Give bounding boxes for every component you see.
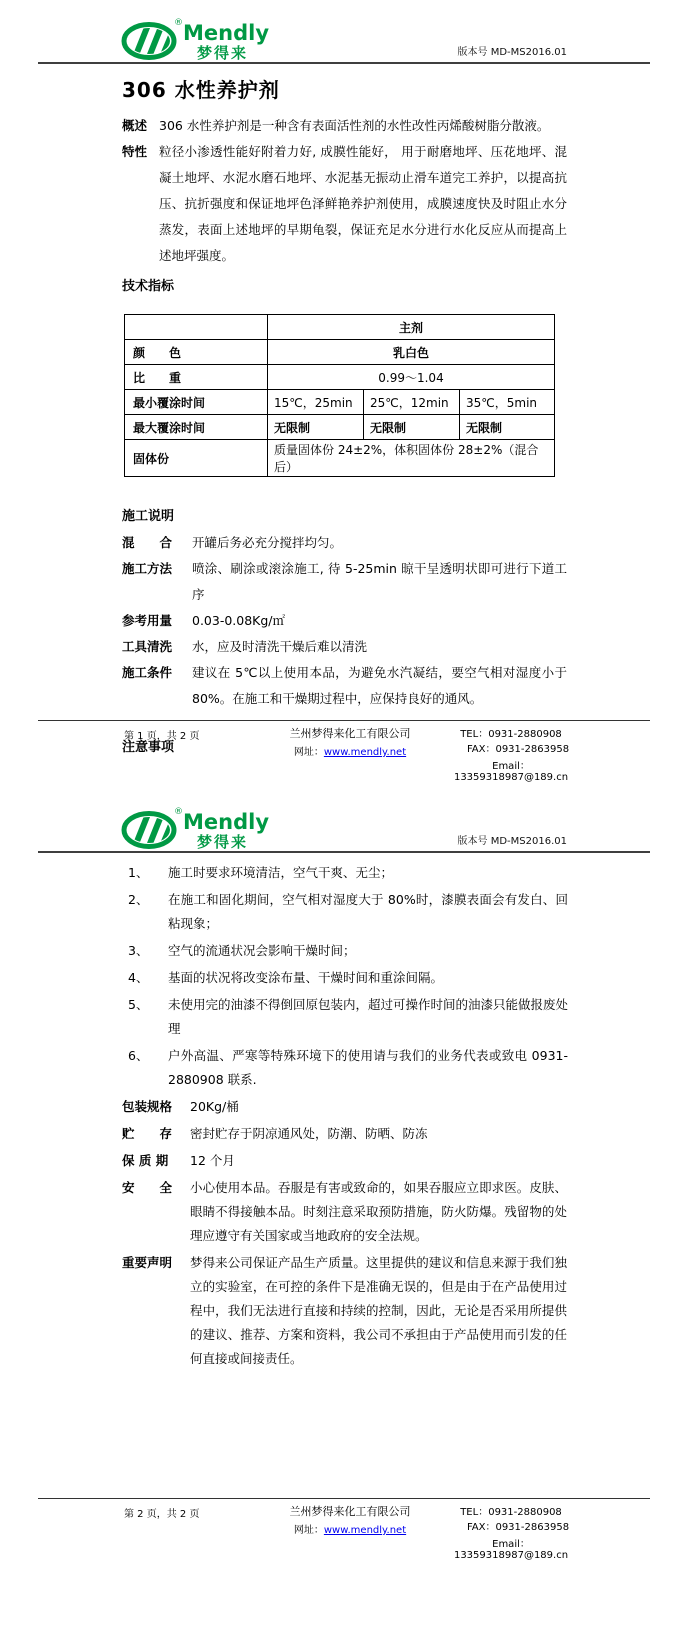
tel-number: TEL：0931-2880908 xyxy=(460,1507,562,1518)
table-cell-value: 无限制 xyxy=(364,415,460,440)
table-cell-value: 无限制 xyxy=(268,415,364,440)
features-row xyxy=(122,139,567,269)
overview-row xyxy=(122,113,567,139)
note-text: 未使用完的油漆不得倒回原包装内，超过可操作时间的油漆只能做报废处理 xyxy=(168,997,569,1036)
note-text: 在施工和固化期间，空气相对湿度大于 80%时，漆膜表面会有发白、回粘现象； xyxy=(168,892,568,931)
table-col-header: 主剂 xyxy=(268,315,555,340)
email-address: 13359318987@189.cn xyxy=(453,772,569,783)
website-label: 网址： xyxy=(293,747,324,758)
construction-item xyxy=(122,608,567,634)
note-number: 6、 xyxy=(128,1048,149,1063)
spec-text: 12 个月 xyxy=(190,1153,235,1168)
registered-mark: ® xyxy=(174,807,183,817)
document-page-2 xyxy=(0,789,687,1638)
spec-row xyxy=(122,1095,567,1119)
construction-item-label: 参考用量 xyxy=(122,613,173,628)
table-cell-label: 最小覆涂时间 xyxy=(125,390,268,415)
table-cell-value: 25℃，12min xyxy=(364,390,460,415)
note-item xyxy=(128,993,568,1041)
email-label: Email： xyxy=(492,761,530,772)
note-item xyxy=(128,966,568,990)
table-row xyxy=(125,365,555,390)
fax-number: FAX：0931-2863958 xyxy=(466,744,570,755)
tech-specs-heading: 技术指标 xyxy=(122,279,175,294)
note-number: 1、 xyxy=(128,865,149,880)
tel-number: TEL：0931-2880908 xyxy=(460,729,562,740)
header-rule xyxy=(38,62,650,64)
table-cell-blank xyxy=(125,315,268,340)
spec-row xyxy=(122,1149,567,1173)
note-item xyxy=(128,1044,568,1092)
table-cell-value: 无限制 xyxy=(460,415,555,440)
construction-item-label: 施工条件 xyxy=(122,665,173,680)
construction-item xyxy=(122,660,567,712)
table-row xyxy=(125,340,555,365)
note-number: 2、 xyxy=(128,892,149,907)
brand-wordmark: Mendly xyxy=(183,21,270,45)
table-row xyxy=(125,440,555,477)
table-cell-label: 比 重 xyxy=(125,365,268,390)
table-cell-label: 固体份 xyxy=(125,440,268,477)
email-label: Email： xyxy=(492,1539,530,1550)
note-text: 空气的流通状况会影响干燥时间； xyxy=(168,943,356,958)
table-cell-value: 0.99～1.04 xyxy=(268,365,555,390)
brand-wordmark-cn: 梦得来 xyxy=(197,833,249,849)
features-text: 粒径小渗透性能好附着力好, 成膜性能好， 用于耐磨地坪、压花地坪、混凝土地坪、水泥水磨石地坪、水泥基无振动止滑车道完工养护，以提高抗压、抗折强度和保证地坪色泽鲜艳养护剂使用，成膜速度快及时阻止水分蒸发，表面上述地坪的早期龟裂，保证充足水分进行水化反应从而提高上述地坪强度。 xyxy=(159,144,567,263)
page-number: 第 1 页，共 2 页 xyxy=(124,731,200,742)
note-number: 3、 xyxy=(128,943,149,958)
spec-text: 梦得来公司保证产品生产质量。这里提供的建议和信息来源于我们独立的实验室，在可控的条件下是准确无误的，但是由于在产品使用过程中，我们无法进行直接和持续的控制，因此，无论是否采用所提供的建议、推荐、方案和资料，我公司不承担由于产品使用而引发的任何直接或间接责任。 xyxy=(190,1255,567,1366)
note-item xyxy=(128,939,568,963)
table-row xyxy=(125,415,555,440)
note-number: 5、 xyxy=(128,997,149,1012)
spec-row xyxy=(122,1251,567,1371)
website-link[interactable]: www.mendly.net xyxy=(323,747,407,758)
table-cell-value: 乳白色 xyxy=(268,340,555,365)
spec-row xyxy=(122,1176,567,1248)
table-row xyxy=(125,390,555,415)
note-text: 基面的状况将改变涂布量、干燥时间和重涂间隔。 xyxy=(168,970,444,985)
construction-heading: 施工说明 xyxy=(122,509,175,524)
spec-text: 小心使用本品。吞服是有害或致命的，如果吞服应立即求医。皮肤、眼睛不得接触本品。时刻注意采取预防措施，防火防爆。残留物的处理应遵守有关国家或当地政府的安全法规。 xyxy=(190,1180,567,1243)
page-footer xyxy=(0,1498,687,1561)
spec-text: 20Kg/桶 xyxy=(190,1099,239,1114)
note-number: 4、 xyxy=(128,970,149,985)
company-name: 兰州梦得来化工有限公司 xyxy=(289,1505,411,1518)
construction-item-label: 工具清洗 xyxy=(122,639,173,654)
tech-specs-table xyxy=(124,314,555,477)
notes-heading: 注意事项 xyxy=(122,740,175,755)
overview-label: 概述 xyxy=(122,118,148,133)
page-title: 306 水性养护剂 xyxy=(122,78,280,102)
mendly-logo-icon xyxy=(120,14,290,60)
document-page-1 xyxy=(0,0,687,789)
company-name: 兰州梦得来化工有限公司 xyxy=(289,727,411,740)
note-item xyxy=(128,861,568,885)
construction-item-label: 施工方法 xyxy=(122,561,173,576)
page-header xyxy=(0,789,687,849)
note-item xyxy=(128,888,568,936)
construction-item-text: 0.03-0.08Kg/㎡ xyxy=(192,613,286,628)
registered-mark: ® xyxy=(174,18,183,28)
spec-label: 保 质 期 xyxy=(122,1153,169,1168)
overview-text: 306 水性养护剂是一种含有表面活性剂的水性改性丙烯酸树脂分散液。 xyxy=(159,118,550,133)
spec-label: 重要声明 xyxy=(122,1255,173,1270)
note-text: 户外高温、严寒等特殊环境下的使用请与我们的业务代表或致电 0931-2880908 联系. xyxy=(168,1048,568,1087)
page-footer xyxy=(0,720,687,783)
construction-item-text: 喷涂、刷涂或滚涂施工, 待 5-25min 晾干呈透明状即可进行下道工序 xyxy=(192,561,567,602)
brand-wordmark: Mendly xyxy=(183,810,270,834)
brand-wordmark-cn: 梦得来 xyxy=(197,44,249,60)
table-cell-value: 35℃，5min xyxy=(460,390,555,415)
version-label: 版本号 MD-MS2016.01 xyxy=(457,47,567,58)
website-link[interactable]: www.mendly.net xyxy=(323,1525,407,1536)
table-cell-label: 颜 色 xyxy=(125,340,268,365)
construction-item-label: 混 合 xyxy=(122,535,173,550)
spec-label: 包装规格 xyxy=(122,1099,173,1114)
table-cell-value: 质量固体份 24±2%，体积固体份 28±2%（混合后） xyxy=(268,440,555,477)
spec-label: 安 全 xyxy=(122,1180,173,1195)
spec-row xyxy=(122,1122,567,1146)
spec-text: 密封贮存于阴凉通风处，防潮、防晒、防冻 xyxy=(190,1126,428,1141)
construction-item xyxy=(122,530,567,556)
page-header xyxy=(0,0,687,60)
fax-number: FAX：0931-2863958 xyxy=(466,1522,570,1533)
page-number: 第 2 页，共 2 页 xyxy=(124,1509,200,1520)
spec-label: 贮 存 xyxy=(122,1126,173,1141)
website-label: 网址： xyxy=(293,1525,324,1536)
construction-item-text: 开罐后务必充分搅拌均匀。 xyxy=(192,535,343,550)
table-cell-value: 15℃，25min xyxy=(268,390,364,415)
construction-item-text: 建议在 5℃以上使用本品，为避免水汽凝结，要空气相对湿度小于 80%。在施工和干燥期过程中，应保持良好的通风。 xyxy=(192,665,567,706)
version-label: 版本号 MD-MS2016.01 xyxy=(457,836,567,847)
table-cell-label: 最大覆涂时间 xyxy=(125,415,268,440)
construction-item-text: 水，应及时清洗干燥后难以清洗 xyxy=(192,639,368,654)
construction-item xyxy=(122,556,567,608)
note-text: 施工时要求环境清洁，空气干爽、无尘； xyxy=(168,865,394,880)
features-label: 特性 xyxy=(122,144,148,159)
table-row xyxy=(125,315,555,340)
email-address: 13359318987@189.cn xyxy=(453,1550,569,1561)
construction-item xyxy=(122,634,567,660)
mendly-logo-icon xyxy=(120,803,290,849)
